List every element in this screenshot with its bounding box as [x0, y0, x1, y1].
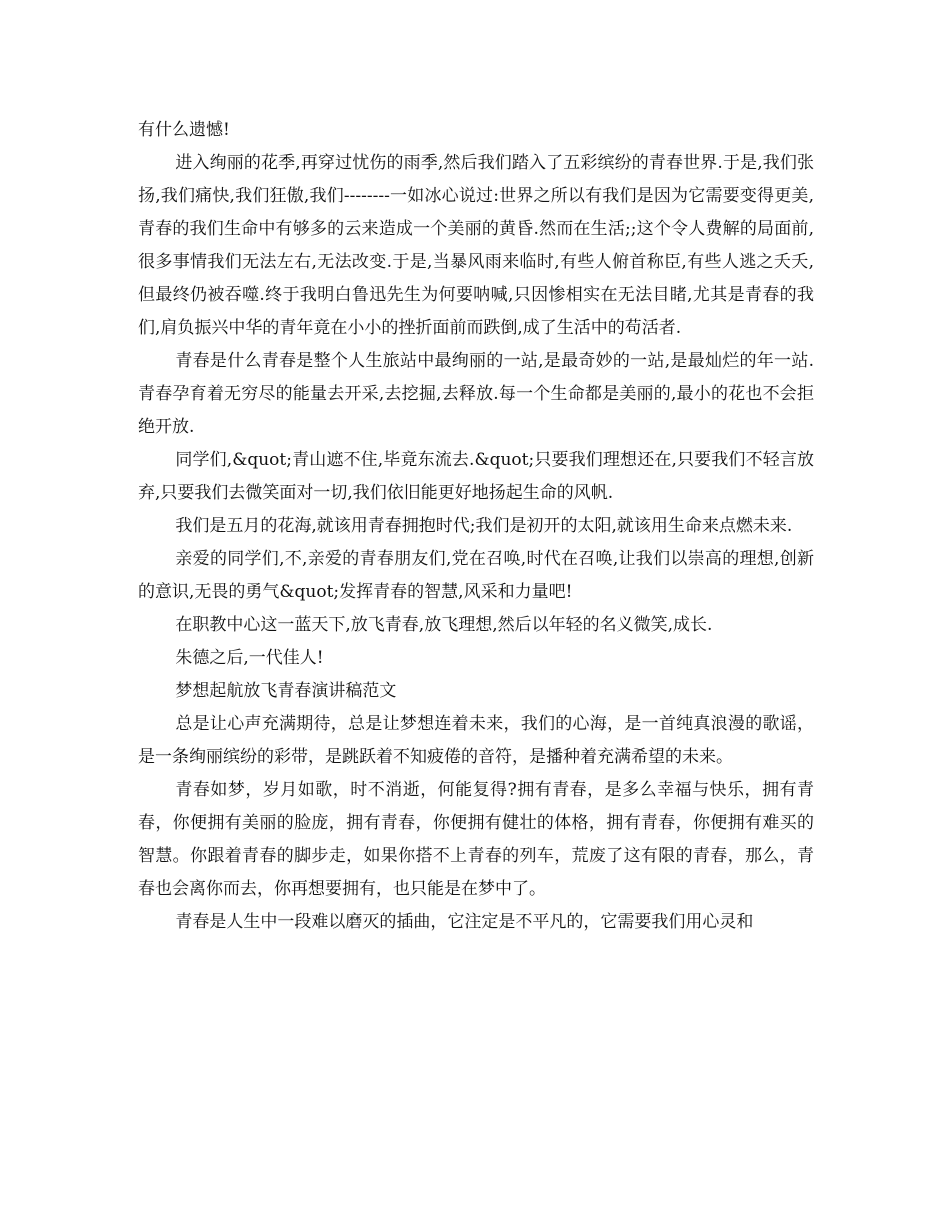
paragraph-5: 我们是五月的花海,就该用青春拥抱时代;我们是初开的太阳,就该用生命来点燃未来.	[175, 516, 793, 536]
paragraph-10: 总是让心声充满期待，总是让梦想连着未来，我们的心海，是一首纯真浪漫的歌谣，是一条绚丽缤纷的彩带，是跳跃着不知疲倦的音符，是播种着充满希望的未来。	[138, 714, 814, 767]
paragraph-12: 青春是人生中一段难以磨灭的插曲，它注定是不平凡的，它需要我们用心灵和	[175, 912, 754, 932]
paragraph-7: 在职教中心这一蓝天下,放飞青春,放飞理想,然后以年轻的名义微笑,成长.	[175, 615, 713, 635]
paragraph-1: 有什么遗憾!	[138, 120, 230, 140]
document-body	[138, 114, 814, 939]
paragraph-3: 青春是什么青春是整个人生旅站中最绚丽的一站,是最奇妙的一站,是最灿烂的年一站.青春孕育着无穷尽的能量去开采,去挖掘,去释放.每一个生命都是美丽的,最小的花也不会拒绝开放.	[138, 351, 814, 437]
paragraph-4: 同学们,&quot;青山遮不住,毕竟东流去.&quot;只要我们理想还在,只要我们不轻言放弃,只要我们去微笑面对一切,我们依旧能更好地扬起生命的风帆.	[138, 450, 814, 503]
paragraph-8: 朱德之后,一代佳人!	[175, 648, 324, 668]
section-title: 梦想起航放飞青春演讲稿范文	[175, 681, 397, 701]
paragraph-6: 亲爱的同学们,不,亲爱的青春朋友们,党在召唤,时代在召唤,让我们以崇高的理想,创新的意识,无畏的勇气&quot;发挥青春的智慧,风采和力量吧!	[138, 549, 814, 602]
paragraph-2: 进入绚丽的花季,再穿过忧伤的雨季,然后我们踏入了五彩缤纷的青春世界.于是,我们张扬,我们痛快,我们狂傲,我们--------一如冰心说过:世界之所以有我们是因为它需要变得更美,青春的我们生命中有够多的云来造成一个美丽的黄昏.然而在生活;;这个令人费解的局面前,很多事情我们无法左右,无法改变.于是,当暴风雨来临时,有些人俯首称臣,有些人逃之夭夭,但最终仍被吞噬.终于我明白鲁迅先生为何要呐喊,只因惨相实在无法目睹,尤其是青春的我们,肩负振兴中华的青年竟在小小的挫折面前而跌倒,成了生活中的苟活者.	[138, 153, 814, 338]
paragraph-11: 青春如梦，岁月如歌，时不消逝，何能复得?拥有青春，是多么幸福与快乐，拥有青春，你便拥有美丽的脸庞，拥有青春，你便拥有健壮的体格，拥有青春，你便拥有难买的智慧。你跟着青春的脚步走，如果你搭不上青春的列车，荒废了这有限的青春，那么，青春也会离你而去，你再想要拥有，也只能是在梦中了。	[138, 780, 814, 899]
